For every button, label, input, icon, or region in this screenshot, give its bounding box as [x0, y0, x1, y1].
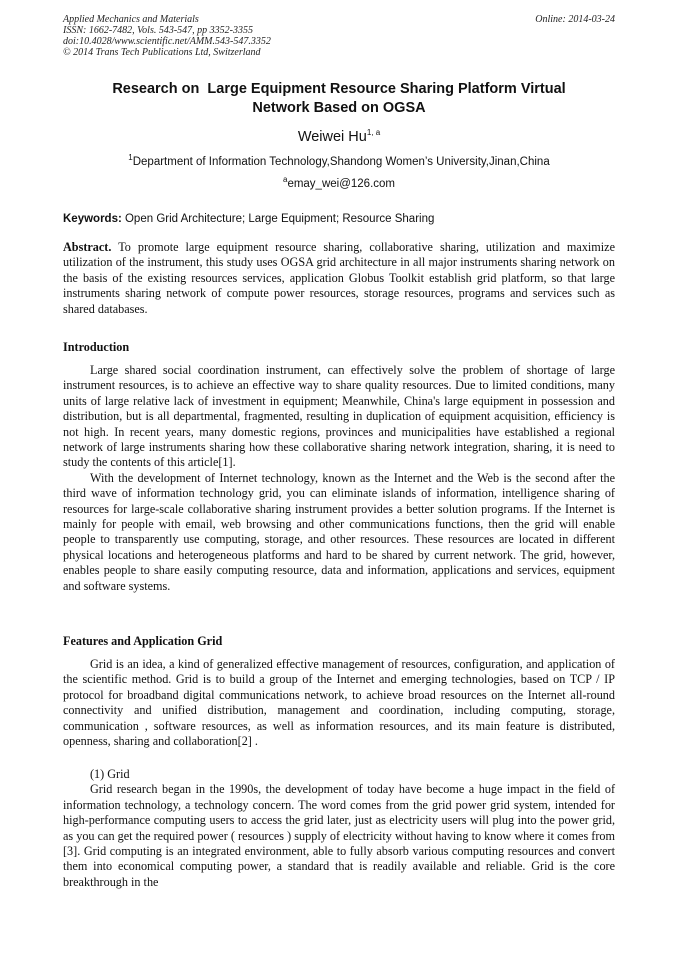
email-line — [63, 176, 615, 192]
keywords-label: Keywords: — [63, 213, 122, 225]
affiliation-text: Department of Information Technology,Shandong Women’s University,Jinan,China — [132, 156, 550, 168]
issn-line: ISSN: 1662-7482, Vols. 543-547, pp 3352-3355 — [63, 25, 253, 36]
affiliation-superscript: 1 — [128, 153, 133, 163]
journal-header — [63, 14, 615, 58]
grid-paragraph-1: Grid research began in the 1990s, the development of today have become a huge impact in the field of information technology, a technology concern. The word comes from the grid power grid system, intended for high-performance computing users to access the grid later, just as electricity users will plug into the power grid, as you can get the required power ( resources ) supply of electricity without having to know where it comes from [3]. Grid computing is an integrated environment, able to fully absorb various computing resources and convert them into economical computing power, a standard that is readily available and reliable. Grid is the core breakthrough in the — [63, 782, 615, 889]
affiliation-line — [63, 154, 615, 170]
email-superscript: a — [282, 175, 288, 185]
journal-name: Applied Mechanics and Materials — [63, 14, 199, 25]
author-line — [63, 128, 615, 146]
intro-paragraph-2: With the development of Internet technology, known as the Internet and the Web is the second after the third wave of information technology grid, you can eliminate islands of information, intelligence sharing of resources for large-scale collaborative sharing instrument provides a better solution programs. If the Internet is mainly for people with email, web browsing and other communications functions, then the grid will enable people to transparently use computing, storage, and other resources. These resources are located in different physical locations and heterogeneous platforms and hard to be shared by current network. The grid, however, enables people to share easily computing resource, data and information, applications and services, equipment and software systems. — [63, 470, 615, 593]
keywords-text: Open Grid Architecture; Large Equipment; Resource Sharing — [121, 213, 435, 225]
abstract-text: To promote large equipment resource sharing, collaborative sharing, utilization and maximize utilization of the instrument, this study uses OGSA grid architecture in all major instruments sharing network on the basis of the existing resources services, application Globus Toolkit establish grid platform, so that large instruments sharing network of compute power resources, storage resources, programs and services such as shared databases. — [63, 240, 615, 316]
title-line-1: Research on Large Equipment Resource Sharing Platform Virtual — [112, 81, 566, 97]
online-date: Online: 2014-03-24 — [535, 14, 615, 25]
grid-subheading: (1) Grid — [90, 767, 130, 781]
doi-line: doi:10.4028/www.scientific.net/AMM.543-547.3352 — [63, 36, 271, 47]
author-name: Weiwei Hu — [297, 129, 367, 145]
email-text: emay_wei@126.com — [287, 178, 395, 190]
abstract-label: Abstract. — [63, 240, 112, 254]
copyright-line: © 2014 Trans Tech Publications Ltd, Switzerland — [63, 47, 261, 58]
features-body — [63, 657, 615, 749]
abstract-paragraph — [63, 240, 615, 317]
introduction-body — [63, 363, 615, 594]
intro-paragraph-1: Large shared social coordination instrument, can effectively solve the problem of shortage of large instrument resources, is to achieve an effective way to share quality resources. Due to limited conditions, many units of large relative lack of investment in equipment; Meanwhile, China's large equipment in possession and distribution, but is all departmental, fragmented, resulting in duplication of equipment acquisition, efficiency is not high. In recent years, many domestic regions, provinces and municipalities have established a regional network of large instruments sharing how these collaborative sharing network integration, sharing, it is need to study the contents of this article[1]. — [63, 363, 615, 470]
features-paragraph-1: Grid is an idea, a kind of generalized effective management of resources, configuration, and application of the scientific method. Grid is to build a group of the Internet and emerging technologies, based on TCP / IP protocol for broadband digital communications network, to achieve broad resources on the Internet all-round connectivity and unified distribution, management and coordination, including computing, storage, communication , software resources, as well as information resources, and its main feature is distributed, openness, sharing and collaboration[2] . — [63, 657, 615, 749]
keywords-line — [63, 211, 615, 227]
title-line-2: Network Based on OGSA — [252, 100, 426, 116]
section-title-features: Features and Application Grid — [63, 634, 223, 648]
author-superscript: 1, a — [366, 128, 381, 138]
section-title-introduction: Introduction — [63, 340, 130, 354]
paper-title — [63, 80, 615, 118]
grid-subsection — [63, 767, 615, 890]
